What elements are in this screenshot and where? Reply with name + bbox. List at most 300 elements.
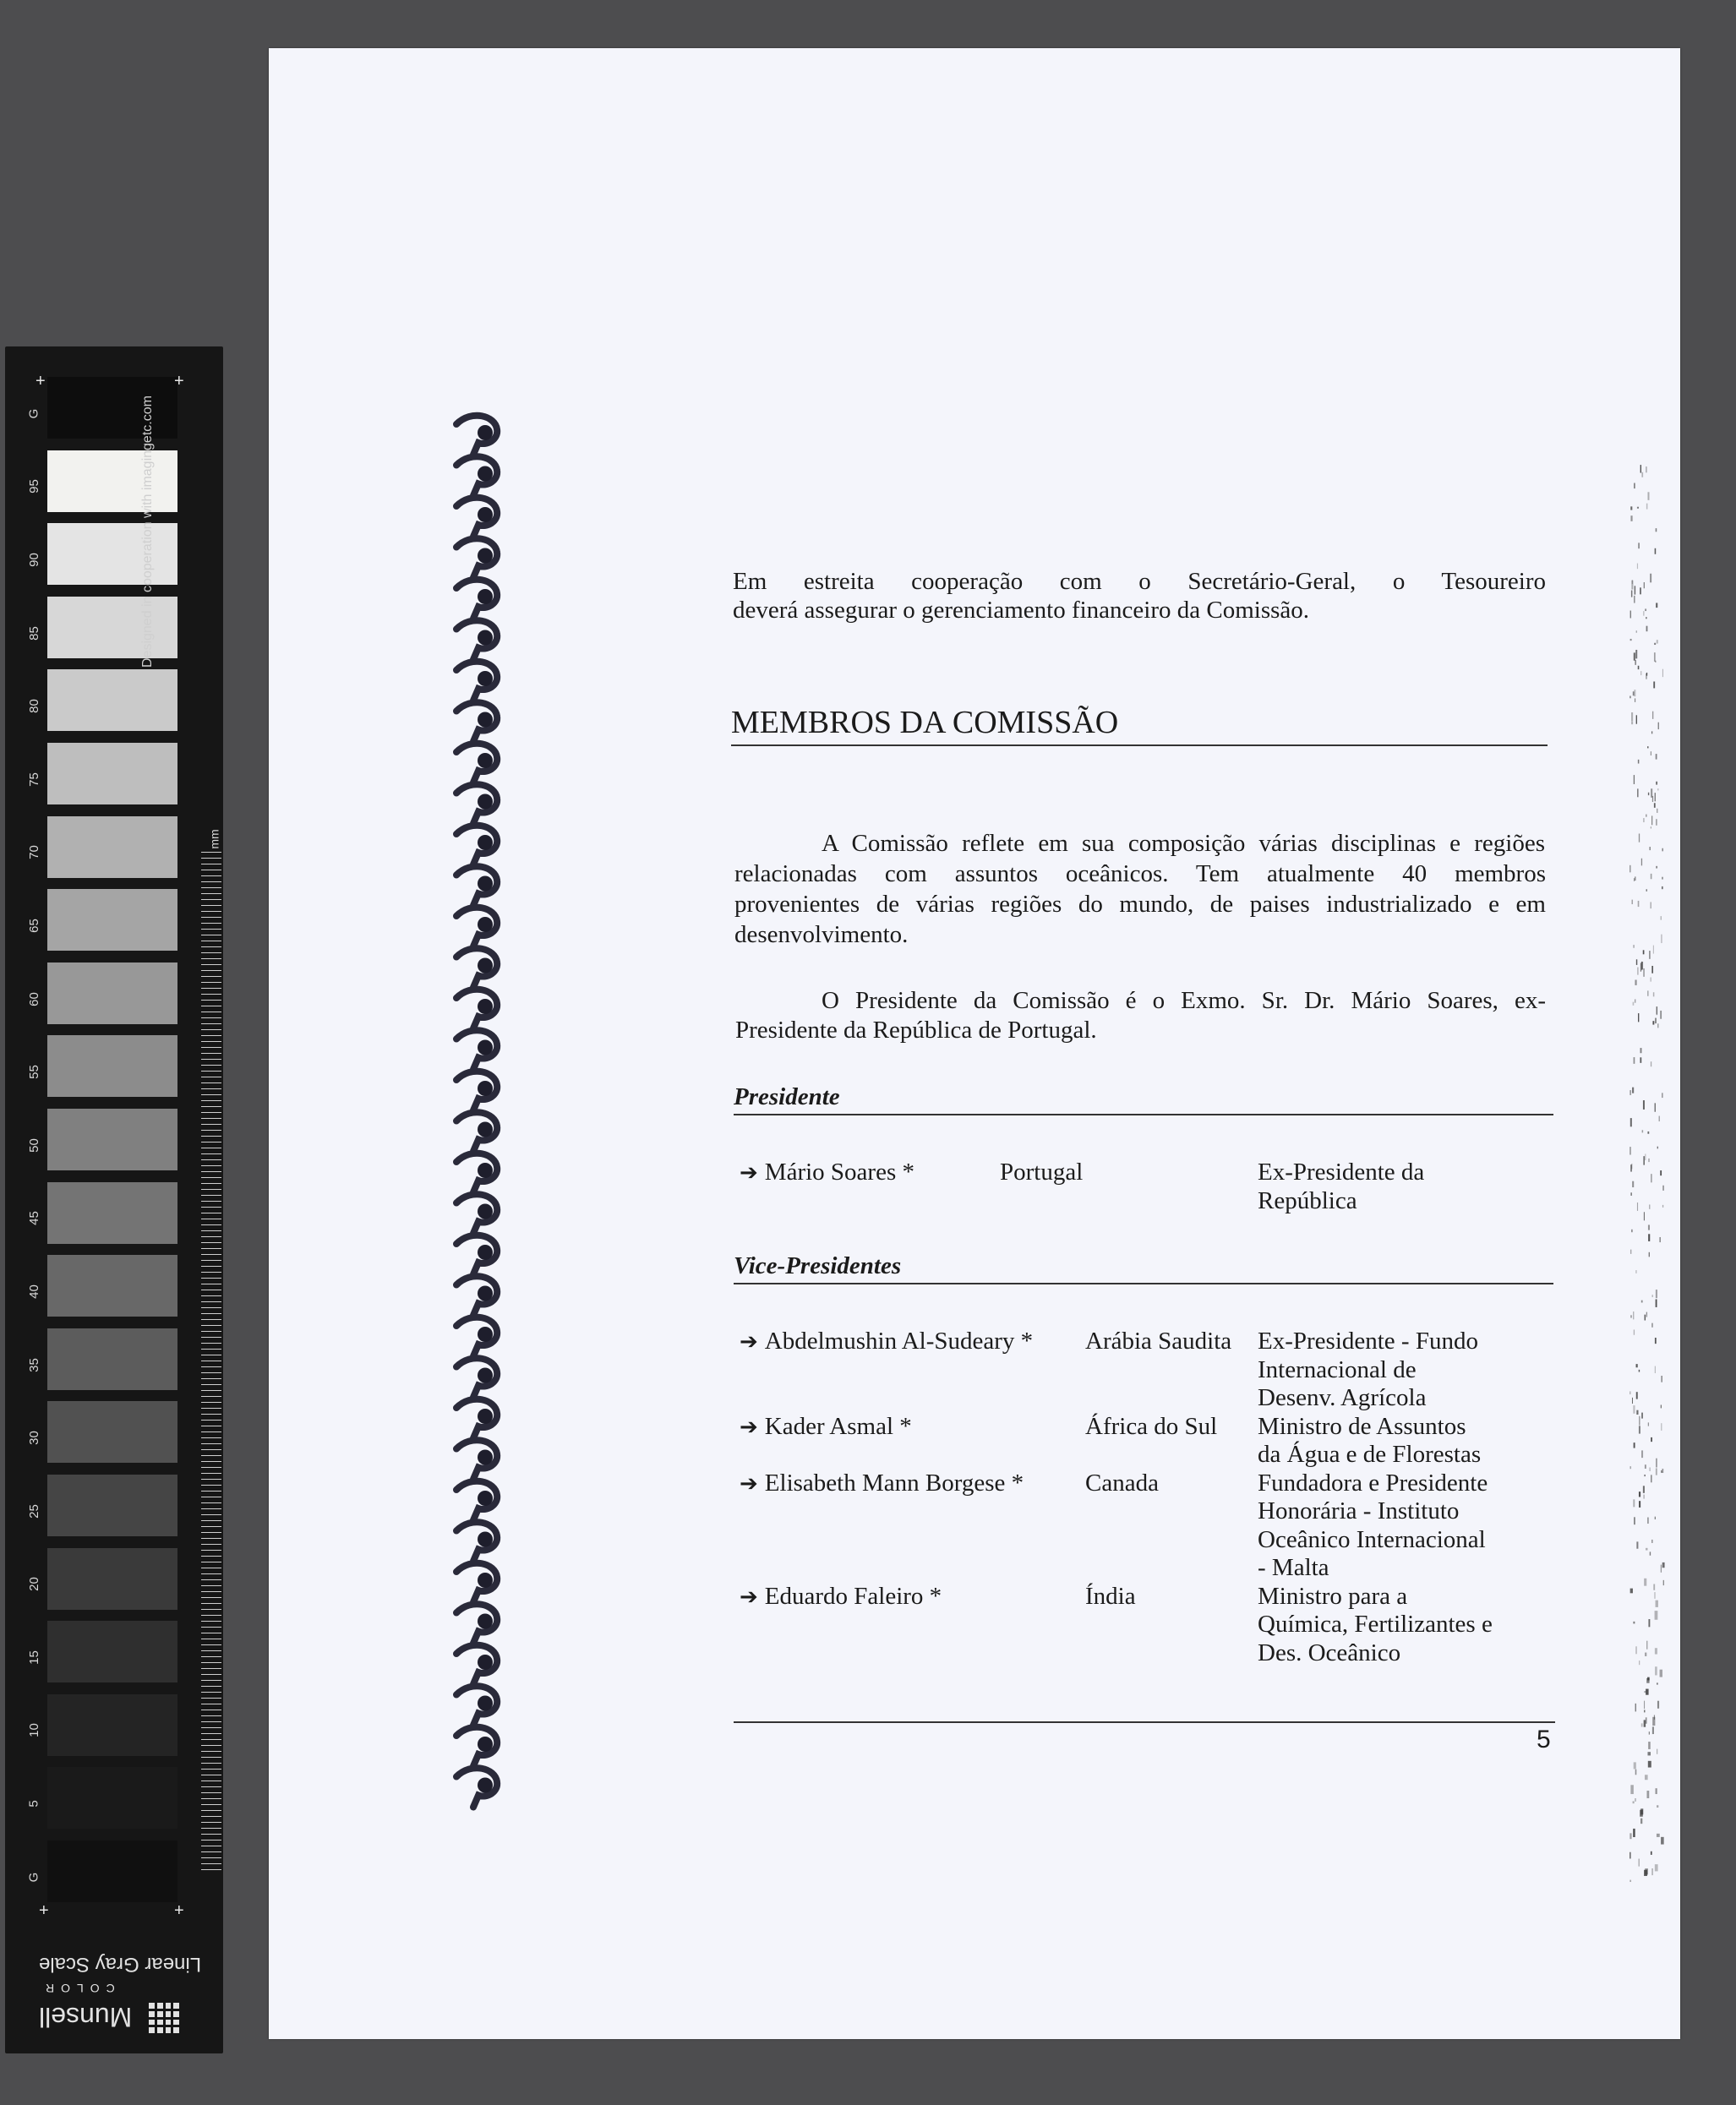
speckle-mark <box>1634 878 1635 881</box>
speckle-mark <box>1644 1720 1646 1726</box>
scale-number <box>24 597 44 670</box>
munsell-logo-icon <box>149 2003 179 2033</box>
member-name <box>740 1582 942 1611</box>
gray-swatch <box>47 889 177 951</box>
speckle-mark <box>1634 596 1635 603</box>
speckle-mark <box>1648 1761 1651 1768</box>
speckle-mark <box>1637 788 1639 797</box>
member-country: Portugal <box>1000 1159 1084 1186</box>
speckle-mark <box>1651 1437 1652 1442</box>
scale-number-label: 15 <box>26 1650 41 1665</box>
scale-number-label: G <box>26 408 41 419</box>
member-role-line: Ex-Presidente - Fundo <box>1258 1328 1478 1355</box>
speckle-mark <box>1645 1775 1648 1780</box>
speckle-mark <box>1642 1130 1644 1132</box>
member-name <box>740 1327 1033 1356</box>
speckle-mark <box>1657 1147 1658 1149</box>
speckle-mark <box>1635 1646 1637 1654</box>
member-name <box>740 1158 914 1187</box>
speckle-mark <box>1636 1410 1638 1415</box>
gray-swatch <box>47 1475 177 1536</box>
speckle-mark <box>1630 611 1631 619</box>
gray-swatch <box>47 450 177 512</box>
speckle-mark <box>1631 722 1633 724</box>
speckle-mark <box>1653 1584 1655 1590</box>
para2-line-2: Presidente da República de Portugal. <box>735 1017 1097 1044</box>
speckle-mark <box>1638 543 1640 548</box>
member-role-line: Fundadora e Presidente <box>1258 1469 1488 1497</box>
section-heading: MEMBROS DA COMISSÃO <box>731 704 1548 746</box>
speckle-mark <box>1651 1295 1653 1297</box>
gray-swatch <box>47 1109 177 1170</box>
coil-hole <box>478 1204 493 1219</box>
speckle-mark <box>1639 1661 1640 1665</box>
speckle-mark <box>1644 582 1645 588</box>
member-role-line: República <box>1258 1186 1357 1214</box>
scale-number <box>24 1767 44 1841</box>
speckle-mark <box>1633 1002 1635 1006</box>
speckle-mark <box>1646 1689 1648 1695</box>
registration-plus: + <box>174 1901 184 1920</box>
speckle-mark <box>1640 1819 1642 1824</box>
member-name-text: Eduardo Faleiro * <box>764 1582 942 1610</box>
scale-number <box>24 450 44 524</box>
coil-hole <box>478 1614 493 1629</box>
member-role-line: Química, Fertilizantes e <box>1258 1611 1493 1638</box>
coil-hole <box>478 1737 493 1752</box>
speckle-mark <box>1646 1791 1649 1798</box>
speckle-mark <box>1648 1224 1650 1230</box>
scale-number-label: 70 <box>26 845 41 860</box>
speckle-mark <box>1647 746 1648 748</box>
speckle-mark <box>1659 1116 1660 1121</box>
speckle-mark <box>1633 691 1635 695</box>
scale-number <box>24 889 44 963</box>
speckle-mark <box>1649 951 1650 959</box>
speckle-mark <box>1639 1426 1640 1433</box>
speckle-mark <box>1657 1701 1659 1709</box>
scale-number-label: 90 <box>26 553 41 567</box>
speckle-mark <box>1646 889 1647 892</box>
speckle-mark <box>1635 1270 1636 1273</box>
speckle-mark <box>1661 1404 1662 1408</box>
speckle-mark <box>1655 1338 1657 1344</box>
speckle-mark <box>1630 1090 1631 1095</box>
speckle-mark <box>1634 652 1635 660</box>
scale-number-label: 95 <box>26 479 41 494</box>
gray-swatch <box>47 1621 177 1682</box>
member-role-line: Honorária - Instituto <box>1258 1497 1460 1524</box>
member-role-line: Des. Oceânico <box>1258 1639 1401 1666</box>
member-country: Canada <box>1085 1469 1159 1497</box>
speckle-mark <box>1654 652 1656 662</box>
arrow-right-icon: ➔ <box>740 1329 758 1355</box>
speckle-mark <box>1630 506 1632 510</box>
speckle-mark <box>1640 587 1641 594</box>
speckle-mark <box>1648 1422 1649 1426</box>
speckle-mark <box>1638 666 1640 669</box>
speckle-mark <box>1648 1742 1651 1749</box>
scale-number <box>24 743 44 816</box>
speckle-mark <box>1655 1611 1658 1620</box>
speckle-mark <box>1657 1023 1658 1028</box>
speckle-mark <box>1630 1118 1632 1126</box>
speckle-mark <box>1645 1153 1646 1160</box>
coil-hole <box>478 425 493 440</box>
speckle-mark <box>1649 1204 1650 1208</box>
member-name <box>740 1412 912 1442</box>
speckle-mark <box>1651 966 1653 973</box>
speckle-mark <box>1633 1312 1634 1319</box>
speckle-mark <box>1636 1541 1638 1548</box>
speckle-mark <box>1645 1464 1646 1469</box>
scale-number <box>24 816 44 890</box>
speckle-mark <box>1635 1798 1636 1802</box>
para2-line-1: O Presidente da Comissão é o Exmo. Sr. Dr. Mário Soares, ex- <box>822 987 1546 1014</box>
speckle-mark <box>1635 979 1636 984</box>
coil-hole <box>478 753 493 768</box>
speckle-mark <box>1651 1540 1652 1543</box>
member-role-line: da Água e de Florestas <box>1258 1441 1482 1468</box>
speckle-mark <box>1651 731 1652 733</box>
coil-hole <box>478 466 493 482</box>
speckle-mark <box>1638 901 1640 907</box>
speckle-mark <box>1636 959 1637 965</box>
scale-number-label: G <box>26 1872 41 1883</box>
coil-hole <box>478 589 493 604</box>
scale-number-label: 85 <box>26 625 41 641</box>
speckle-mark <box>1634 775 1635 784</box>
speckle-mark <box>1663 1580 1664 1585</box>
scale-number <box>24 523 44 597</box>
speckle-mark <box>1655 793 1656 801</box>
speckle-mark <box>1646 504 1648 510</box>
speckle-mark <box>1639 1491 1640 1497</box>
speckle-mark <box>1646 1641 1647 1650</box>
coil-hole <box>478 1409 493 1424</box>
speckle-mark <box>1641 1723 1643 1726</box>
gray-swatch <box>47 743 177 804</box>
speckle-mark <box>1640 1808 1643 1814</box>
speckle-mark <box>1639 1859 1640 1867</box>
speckle-mark <box>1651 1851 1652 1855</box>
speckle-mark <box>1632 1088 1634 1093</box>
speckle-mark <box>1638 760 1640 764</box>
speckle-mark <box>1655 1666 1657 1675</box>
speckle-mark <box>1634 483 1635 489</box>
member-name <box>740 1469 1024 1498</box>
speckle-mark <box>1641 472 1643 477</box>
scale-number <box>24 1328 44 1402</box>
intro-line-1: Em estreita cooperação com o Secretário-Geral, o Tesoureiro <box>733 568 1546 595</box>
registration-plus: + <box>35 372 46 390</box>
speckle-mark <box>1656 528 1657 532</box>
scale-number-label: 10 <box>26 1723 41 1738</box>
coil-hole <box>478 1491 493 1506</box>
speckle-mark <box>1630 515 1632 521</box>
speckle-mark <box>1637 507 1639 509</box>
speckle-mark <box>1647 990 1648 995</box>
member-name-text: Mário Soares * <box>764 1159 914 1186</box>
speckle-mark <box>1662 886 1663 889</box>
speckle-mark <box>1641 1450 1643 1458</box>
speckle-mark <box>1651 788 1652 798</box>
scale-number-label: 80 <box>26 699 41 714</box>
scale-number <box>24 1255 44 1328</box>
speckle-mark <box>1656 819 1657 826</box>
arrow-right-icon: ➔ <box>740 1160 758 1186</box>
designed-by-text: Designed in cooperation with imagingetc.com <box>140 395 155 668</box>
coil-hole <box>478 630 493 646</box>
gray-swatch <box>47 1328 177 1390</box>
brand-sub: COLOR <box>39 1982 115 1995</box>
member-role-line: Ministro de Assuntos <box>1258 1412 1466 1440</box>
speckle-mark <box>1653 946 1654 954</box>
speckle-mark <box>1633 945 1635 948</box>
scale-number-label: 50 <box>26 1137 41 1153</box>
speckle-mark <box>1637 1202 1638 1211</box>
scale-number <box>24 1182 44 1256</box>
speckle-mark <box>1648 793 1649 795</box>
speckle-mark <box>1655 1366 1656 1373</box>
speckle-mark <box>1644 1870 1647 1876</box>
coil-hole <box>478 1327 493 1342</box>
speckle-mark <box>1656 1299 1657 1306</box>
speckle-mark <box>1633 1622 1635 1624</box>
speckle-mark <box>1656 1788 1657 1794</box>
speckle-mark <box>1657 788 1658 790</box>
speckle-mark <box>1633 1801 1635 1803</box>
scale-number <box>24 1475 44 1548</box>
speckle-mark <box>1644 1701 1645 1709</box>
speckle-mark <box>1640 465 1641 472</box>
speckle-mark <box>1651 1323 1652 1328</box>
ruler-unit-label: mm <box>207 829 221 849</box>
speckle-mark <box>1646 673 1647 676</box>
gray-swatch <box>47 1401 177 1463</box>
speckle-mark <box>1643 818 1645 822</box>
speckle-mark <box>1661 935 1662 943</box>
speckle-mark <box>1643 1486 1645 1493</box>
scale-number <box>24 963 44 1036</box>
speckle-mark <box>1635 660 1636 665</box>
speckle-mark <box>1654 803 1656 808</box>
speckle-mark <box>1652 712 1653 719</box>
speckle-mark <box>1634 1762 1636 1769</box>
speckle-mark <box>1661 1837 1664 1845</box>
speckle-mark <box>1630 1250 1631 1254</box>
member-name-text: Elisabeth Mann Borgese * <box>764 1469 1024 1497</box>
speckle-mark <box>1631 591 1632 597</box>
intro-line-2: deverá assegurar o gerenciamento financeiro da Comissão. <box>733 597 1310 624</box>
speckle-mark <box>1630 865 1631 873</box>
speckle-mark <box>1630 1315 1632 1317</box>
speckle-mark <box>1635 1770 1637 1775</box>
coil-hole <box>478 548 493 564</box>
gray-swatch <box>47 1255 177 1317</box>
scale-number-label: 35 <box>26 1357 41 1372</box>
member-country: Índia <box>1085 1582 1136 1610</box>
para1-line-2: relacionadas com assuntos oceânicos. Tem atualmente 40 membros <box>734 860 1546 887</box>
arrow-right-icon: ➔ <box>740 1414 758 1440</box>
speckle-mark <box>1656 1290 1657 1298</box>
speckle-mark <box>1650 847 1651 850</box>
coil-hole <box>478 1245 493 1260</box>
scale-number-label: 40 <box>26 1284 41 1299</box>
subsection-vice-presidentes: Vice-Presidentes <box>734 1251 1553 1284</box>
speckle-mark <box>1655 1018 1657 1024</box>
member-role-line: - Malta <box>1258 1554 1329 1581</box>
speckle-mark <box>1645 1315 1646 1321</box>
speckle-mark <box>1637 564 1638 570</box>
speckle-mark <box>1650 574 1651 583</box>
speckle-mark <box>1647 1132 1649 1134</box>
speckle-mark <box>1634 1517 1635 1524</box>
speckle-mark <box>1632 1181 1634 1187</box>
gray-swatch <box>47 1841 177 1902</box>
speckle-mark <box>1636 715 1637 723</box>
speckle-mark <box>1660 1237 1661 1242</box>
gray-swatch <box>47 377 177 439</box>
speckle-mark <box>1655 1103 1656 1111</box>
member-role-line: Desenv. Agrícola <box>1258 1384 1427 1411</box>
coil-hole <box>478 794 493 810</box>
footer-rule <box>734 1721 1555 1723</box>
scale-number <box>24 669 44 743</box>
scan-edge-speckle <box>1613 462 1672 1882</box>
speckle-mark <box>1660 1670 1662 1677</box>
subsection-presidente: Presidente <box>734 1082 1553 1115</box>
scale-number <box>24 1548 44 1622</box>
arrow-right-icon: ➔ <box>740 1470 758 1497</box>
speckle-mark <box>1644 1579 1646 1586</box>
speckle-mark <box>1641 962 1643 969</box>
speckle-mark <box>1638 1013 1639 1022</box>
page-number: 5 <box>1537 1726 1551 1753</box>
speckle-mark <box>1656 603 1657 608</box>
speckle-mark <box>1639 833 1640 842</box>
speckle-mark <box>1662 1469 1663 1473</box>
speckle-mark <box>1662 1205 1663 1208</box>
speckle-mark <box>1643 950 1645 954</box>
coil-hole <box>478 1040 493 1055</box>
speckle-mark <box>1634 1442 1635 1448</box>
scale-number-label: 5 <box>26 1800 41 1808</box>
speckle-mark <box>1652 1717 1655 1726</box>
speckle-mark <box>1639 1501 1640 1508</box>
speckle-mark <box>1640 671 1641 675</box>
speckle-mark <box>1630 1833 1631 1839</box>
speckle-mark <box>1652 1021 1654 1024</box>
gray-scale-card <box>5 346 223 2053</box>
para1-line-1: A Comissão reflete em sua composição várias disciplinas e regiões <box>822 830 1545 857</box>
scale-number <box>24 1401 44 1475</box>
speckle-mark <box>1633 1405 1635 1414</box>
speckle-mark <box>1643 1495 1644 1499</box>
speckle-mark <box>1646 1312 1647 1317</box>
speckle-mark <box>1634 1057 1635 1064</box>
coil-hole <box>478 1532 493 1547</box>
speckle-mark <box>1636 630 1637 633</box>
speckle-mark <box>1639 1370 1640 1372</box>
speckle-mark <box>1648 1159 1649 1162</box>
speckle-mark <box>1631 581 1633 590</box>
arrow-right-icon: ➔ <box>740 1584 758 1610</box>
speckle-mark <box>1649 1731 1650 1734</box>
speckle-mark <box>1641 1413 1643 1419</box>
coil-hole <box>478 958 493 973</box>
registration-plus: + <box>39 1901 49 1920</box>
speckle-mark <box>1657 640 1658 643</box>
coil-hole <box>478 507 493 522</box>
speckle-mark <box>1639 1416 1640 1426</box>
speckle-mark <box>1653 992 1655 996</box>
speckle-mark <box>1640 1048 1641 1053</box>
scale-number-label: 30 <box>26 1431 41 1445</box>
gray-swatch <box>47 1767 177 1829</box>
speckle-mark <box>1647 1518 1649 1524</box>
speckle-mark <box>1634 1329 1635 1334</box>
speckle-mark <box>1630 1466 1631 1469</box>
speckle-mark <box>1655 1517 1656 1519</box>
coil-hole <box>478 1573 493 1588</box>
speckle-mark <box>1661 1470 1662 1473</box>
speckle-mark <box>1632 1398 1633 1404</box>
speckle-mark <box>1650 1551 1651 1555</box>
coil-hole <box>478 917 493 932</box>
scale-number-label: 60 <box>26 991 41 1006</box>
coil-hole <box>478 876 493 892</box>
speckle-mark <box>1654 643 1656 645</box>
speckle-mark <box>1633 1829 1635 1837</box>
speckle-mark <box>1637 968 1638 975</box>
member-role-line: Internacional de <box>1258 1355 1417 1383</box>
speckle-mark <box>1647 1752 1651 1755</box>
coil-hole <box>478 671 493 686</box>
speckle-mark <box>1630 1880 1631 1882</box>
speckle-mark <box>1654 1592 1655 1599</box>
coil-hole <box>478 712 493 728</box>
speckle-mark <box>1630 1164 1632 1171</box>
speckle-mark <box>1656 754 1657 759</box>
gray-swatch <box>47 597 177 658</box>
speckle-mark <box>1662 1562 1665 1568</box>
speckle-mark <box>1656 782 1657 785</box>
speckle-mark <box>1656 1459 1657 1468</box>
speckle-mark <box>1636 1392 1638 1399</box>
speckle-mark <box>1643 1100 1645 1110</box>
speckle-mark <box>1661 1565 1662 1573</box>
speckle-mark <box>1636 1364 1638 1367</box>
speckle-mark <box>1655 1648 1657 1654</box>
speckle-mark <box>1640 1057 1641 1063</box>
coil-hole <box>478 1163 493 1178</box>
speckle-mark <box>1630 1589 1633 1594</box>
speckle-mark <box>1651 1868 1652 1875</box>
speckle-mark <box>1661 916 1662 920</box>
speckle-mark <box>1647 492 1649 500</box>
speckle-mark <box>1644 1710 1645 1712</box>
speckle-mark <box>1641 859 1642 866</box>
speckle-mark <box>1656 1468 1657 1475</box>
speckle-mark <box>1653 681 1655 688</box>
speckle-mark <box>1649 1252 1650 1257</box>
mm-ruler <box>201 852 221 1874</box>
coil-hole <box>478 1368 493 1383</box>
member-country: África do Sul <box>1085 1412 1218 1440</box>
coil-hole <box>478 1450 493 1465</box>
gray-swatch <box>47 669 177 731</box>
